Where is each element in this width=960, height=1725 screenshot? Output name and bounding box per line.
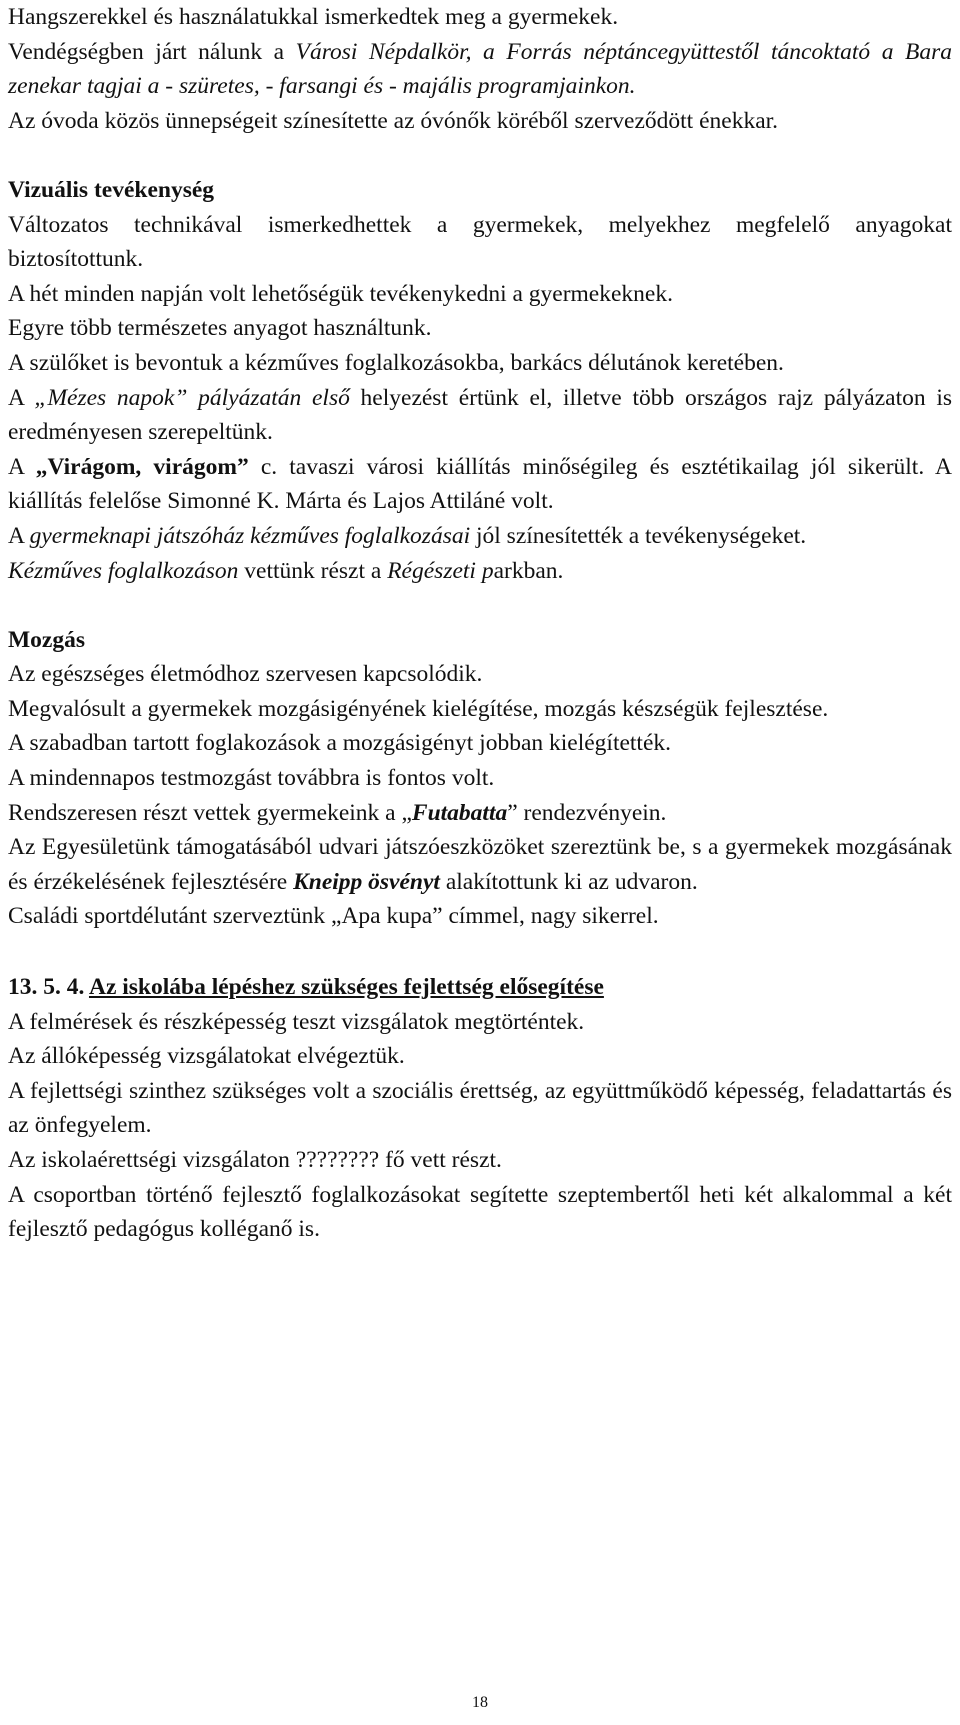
paragraph: [8, 0, 952, 35]
text-span: Megvalósult a gyermekek mozgásigényének kielégítése, mozgás készségük fejlesztése.: [8, 695, 829, 722]
text-span: A szabadban tartott foglakozások a mozgásigényt jobban kielégítették.: [8, 730, 672, 757]
section-heading-vizualis: Vizuális tevékenység: [8, 176, 215, 203]
paragraph: [8, 830, 952, 899]
text-span: Az iskolaérettségi vizsgálaton ???????? fő vett részt.: [8, 1147, 502, 1173]
bold-italic-text: Futabatta: [411, 799, 508, 826]
italic-text: Kézműves foglalkozáson: [8, 557, 239, 584]
text-span: Az egészséges életmódhoz szervesen kapcsolódik.: [8, 661, 483, 688]
text-span: A csoportban történő fejlesztő foglalkozásokat segítette szeptembertől heti két alkalommal a két fejlesztő pedagógus kolléganő is.: [8, 1181, 952, 1243]
section-number: 13. 5. 4.: [8, 974, 89, 1001]
text-span: jól színesítették a tevékenységeket.: [470, 522, 807, 549]
text-span: Az állóképesség vizsgálatokat elvégeztük.: [8, 1043, 405, 1070]
paragraph: [8, 657, 952, 692]
text-span: Az óvoda közös ünnepségeit színesítette az óvónők köréből szerveződött énekkar.: [8, 107, 779, 134]
paragraph: [8, 726, 952, 761]
section-heading-iskola: [8, 970, 952, 1005]
text-span: vettünk részt a: [238, 557, 388, 584]
text-span: A: [8, 384, 35, 411]
document-page: [8, 0, 952, 1247]
paragraph: [8, 277, 952, 312]
text-span: A: [8, 453, 36, 480]
text-span: alakítottunk ki az udvaron.: [439, 868, 698, 895]
bold-italic-text: Kneipp ösvényt: [293, 868, 440, 895]
text-span: Egyre több természetes anyagot használtunk.: [8, 315, 432, 342]
italic-text: „Mézes napok” pályázatán első: [34, 384, 350, 411]
paragraph: [8, 899, 952, 934]
section-heading-mozgas: Mozgás: [8, 626, 86, 653]
paragraph: [8, 104, 952, 139]
italic-text: gyermeknapi játszóház kézműves foglalkozásai: [29, 522, 471, 549]
text-span: A szülőket is bevontuk a kézműves foglalkozásokba, barkács délutánok keretében.: [8, 349, 784, 376]
italic-text: Városi Népdalkör, a Forrás néptáncegyüttestől táncoktató a Bara zenekar tagjai a - szüretes, - farsangi és - majális programjainkon.: [8, 38, 952, 100]
text-span: A: [8, 522, 30, 549]
paragraph: [8, 796, 952, 831]
paragraph: [8, 311, 952, 346]
paragraph: [8, 761, 952, 796]
bold-text: „Virágom, virágom”: [35, 453, 249, 480]
section-title: Az iskolába lépéshez szükséges fejlettség elősegítése: [88, 974, 604, 1001]
text-span: Hangszerekkel és használatukkal ismerkedtek meg a gyermekek.: [8, 4, 619, 30]
text-span: Rendszeresen részt vettek gyermekeink a „: [8, 799, 412, 826]
paragraph: [8, 1005, 952, 1040]
paragraph: [8, 450, 952, 519]
text-span: Vendégségben járt nálunk a: [8, 38, 296, 65]
text-span: helyezést értünk el, illetve több országos rajz pályázaton is eredményesen szerepeltünk.: [8, 384, 952, 446]
text-span: ” rendezvényein.: [507, 799, 667, 826]
text-span: A felmérések és részképesség teszt vizsgálatok megtörténtek.: [8, 1008, 585, 1035]
paragraph: [8, 35, 952, 104]
text-span: A mindennapos testmozgást továbbra is fontos volt.: [8, 765, 495, 792]
paragraph: [8, 381, 952, 450]
text-span: Az Egyesületünk támogatásából udvari játszóeszközöket szereztünk be, s a gyermekek mozgásának és érzékelésének fejlesztésére: [8, 834, 952, 895]
paragraph: [8, 692, 952, 727]
paragraph: [8, 1178, 952, 1247]
text-span: A fejlettségi szinthez szükséges volt a szociális érettség, az együttműködő képesség, feladattartás és az önfegyelem.: [8, 1077, 952, 1139]
spacer: [8, 138, 952, 173]
text-span: c. tavaszi városi kiállítás minőségileg és esztétikailag jól sikerült. A kiállítás felelőse Simonné K. Márta és Lajos Attiláné volt.: [8, 453, 952, 515]
paragraph: [8, 1039, 952, 1074]
page-number: 18: [472, 1694, 488, 1711]
text-span: arkban.: [493, 557, 564, 584]
paragraph: [8, 554, 952, 589]
paragraph: [8, 1143, 952, 1178]
spacer: [8, 934, 952, 970]
italic-text: Régészeti p: [387, 557, 494, 584]
text-span: A hét minden napján volt lehetőségük tevékenykedni a gyermekeknek.: [8, 280, 673, 307]
paragraph: [8, 1074, 952, 1143]
paragraph: [8, 346, 952, 381]
text-span: Családi sportdélutánt szerveztünk „Apa kupa” címmel, nagy sikerrel.: [8, 903, 659, 930]
paragraph: [8, 519, 952, 554]
paragraph: [8, 208, 952, 277]
spacer: [8, 588, 952, 623]
text-span: Változatos technikával ismerkedhettek a gyermekek, melyekhez megfelelő anyagokat biztosítottunk.: [8, 211, 952, 273]
